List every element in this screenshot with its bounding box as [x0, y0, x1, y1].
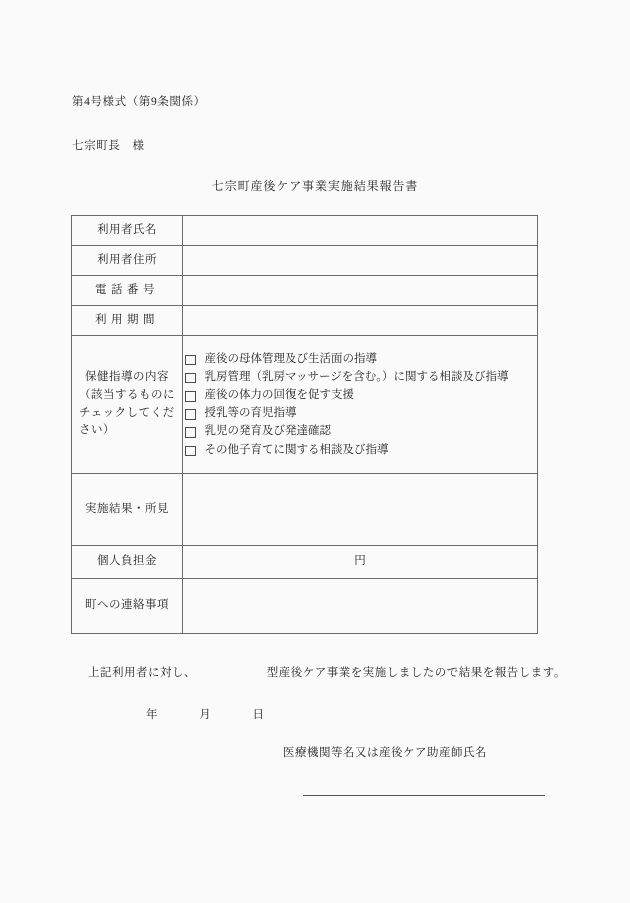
health-guidance-label-line-4: さい） — [79, 424, 115, 437]
table-row — [72, 246, 538, 276]
row-value-telephone[interactable] — [183, 276, 538, 306]
checklist-label: その他子育てに関する相談及び指導 — [204, 443, 389, 456]
checkbox-icon[interactable] — [185, 355, 196, 366]
page-title: 七宗町産後ケア事業実施結果報告書 — [211, 179, 419, 193]
table-row — [72, 336, 538, 474]
row-label-telephone: 電話番号 — [72, 276, 183, 306]
signature-line[interactable] — [303, 795, 545, 796]
health-guidance-label-line-1: 保健指導の内容 — [85, 370, 169, 383]
checkbox-icon[interactable] — [185, 446, 196, 457]
table-row — [72, 546, 538, 579]
row-label-personal-fee: 個人負担金 — [72, 546, 183, 579]
addressee: 七宗町長 様 — [72, 140, 145, 152]
checkbox-icon[interactable] — [185, 391, 196, 402]
list-item[interactable] — [185, 370, 537, 385]
report-table — [71, 215, 538, 634]
checkbox-icon[interactable] — [185, 373, 196, 384]
row-value-user-name[interactable] — [183, 216, 538, 246]
date-day-label: 日 — [252, 709, 264, 721]
row-value-health-guidance — [183, 336, 538, 474]
health-guidance-label-line-2: （該当するものに — [79, 388, 175, 401]
health-guidance-label-line-3: チェックしてくだ — [79, 406, 175, 419]
list-item[interactable] — [185, 388, 537, 403]
list-item[interactable] — [185, 424, 537, 439]
checklist-label: 乳房管理（乳房マッサージを含む。）に関する相談及び指導 — [204, 370, 509, 383]
list-item[interactable] — [185, 443, 537, 458]
list-item[interactable] — [185, 406, 537, 421]
form-code: 第4号様式（第9条関係） — [72, 96, 206, 108]
closing-statement-before: 上記利用者に対し、 — [88, 667, 196, 679]
table-row — [72, 579, 538, 634]
table-row — [72, 306, 538, 336]
signer-label: 医療機関等名又は産後ケア助産師氏名 — [283, 747, 487, 759]
list-item[interactable] — [185, 352, 537, 367]
row-value-user-address[interactable] — [183, 246, 538, 276]
row-label-user-name: 利用者氏名 — [72, 216, 183, 246]
row-value-usage-period[interactable] — [183, 306, 538, 336]
closing-statement — [88, 664, 566, 680]
row-value-result-findings[interactable] — [183, 474, 538, 546]
row-label-result-findings: 実施結果・所見 — [72, 474, 183, 546]
table-row — [72, 216, 538, 246]
row-label-user-address: 利用者住所 — [72, 246, 183, 276]
closing-statement-after: 型産後ケア事業を実施しましたので結果を報告します。 — [266, 667, 566, 679]
row-value-personal-fee[interactable]: 円 — [183, 546, 538, 579]
date-year-label: 年 — [146, 709, 158, 721]
health-guidance-checklist — [183, 352, 537, 458]
checkbox-icon[interactable] — [185, 427, 196, 438]
checklist-label: 産後の母体管理及び生活面の指導 — [204, 352, 377, 365]
checkbox-icon[interactable] — [185, 409, 196, 420]
checklist-label: 産後の体力の回復を促す支援 — [204, 389, 354, 402]
table-row — [72, 276, 538, 306]
row-label-usage-period: 利用期間 — [72, 306, 183, 336]
row-label-town-notes: 町への連絡事項 — [72, 579, 183, 634]
date-month-label: 月 — [199, 709, 211, 721]
date-line — [146, 706, 264, 722]
table-row — [72, 474, 538, 546]
row-label-health-guidance — [72, 336, 183, 474]
checklist-label: 授乳等の育児指導 — [204, 407, 297, 420]
checklist-label: 乳児の発育及び発達確認 — [204, 425, 331, 438]
row-value-town-notes[interactable] — [183, 579, 538, 634]
